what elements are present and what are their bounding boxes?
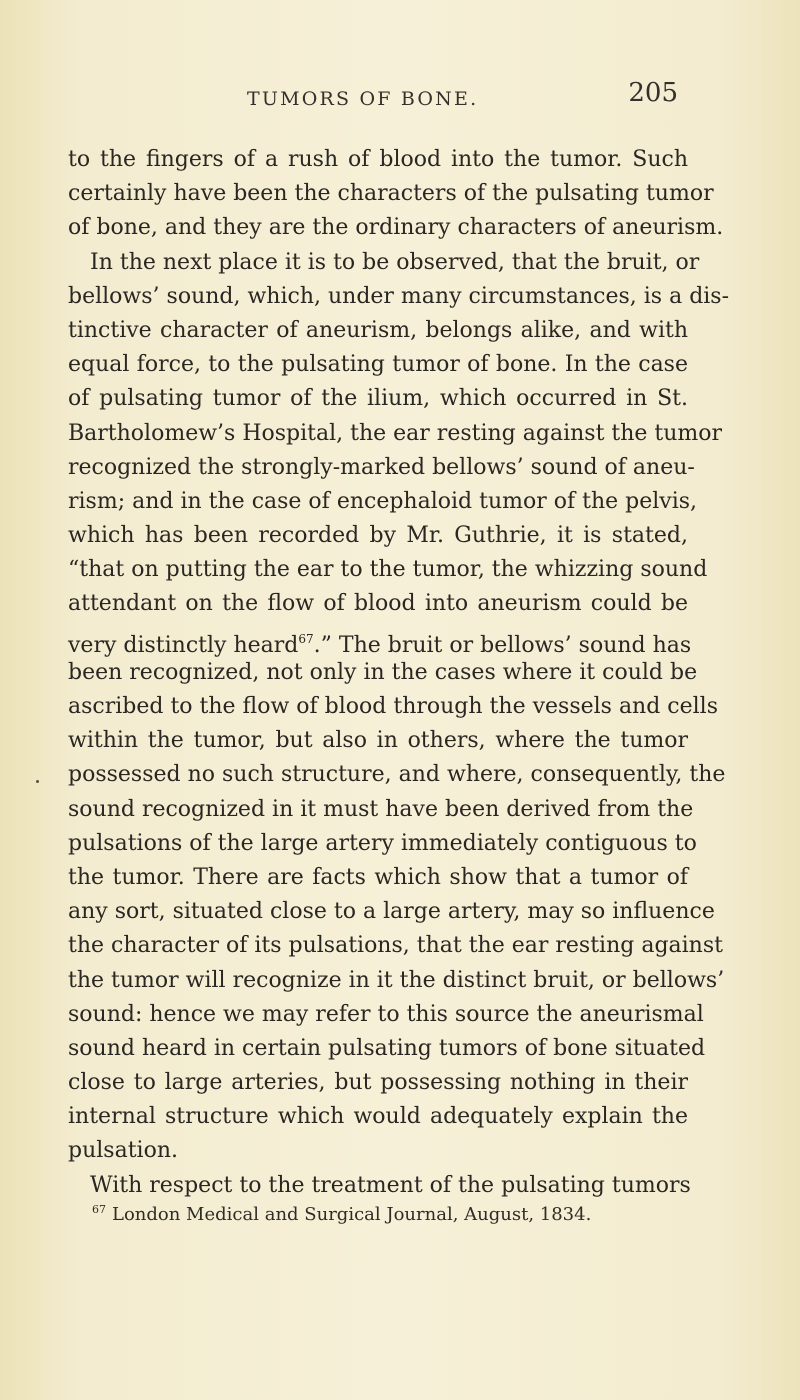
text-line: sound heard in certain pulsating tumors of bone situated [68, 1035, 706, 1061]
paper-speck [36, 780, 39, 783]
text-line: recognized the strongly-marked bellows’ sound of aneu- [68, 454, 695, 480]
footnote-text: London Medical and Surgical Journal, August, 1834. [112, 1204, 592, 1225]
text-line: bellows’ sound, which, under many circumstances, is a dis- [68, 283, 730, 309]
footnote-marker: 67 [92, 1203, 106, 1216]
text-line: the tumor. There are facts which show that a tumor of [68, 864, 688, 890]
text-line: sound: hence we may refer to this source the aneurismal [68, 1001, 704, 1027]
text-line: With respect to the treatment of the pulsating tumors [90, 1172, 691, 1198]
text-line: the tumor will recognize in it the distinct bruit, or bellows’ [68, 967, 725, 993]
text-line: attendant on the flow of blood into aneurism could be [68, 591, 688, 617]
footnote [92, 1203, 591, 1225]
body-text [68, 143, 730, 1203]
text-line: ascribed to the flow of blood through the vessels and cells [68, 694, 719, 719]
text-line [68, 622, 692, 658]
footnote-reference: 67 [298, 631, 314, 646]
text-line: been recognized, not only in the cases where it could be [68, 659, 698, 685]
text-line: close to large arteries, but possessing nothing in their [68, 1070, 688, 1096]
text-line: to the fingers of a rush of blood into the tumor. Such [68, 147, 688, 172]
text-line: Bartholomew’s Hospital, the ear resting against the tumor [68, 420, 723, 446]
text-line: pulsation. [68, 1138, 178, 1164]
text-line: within the tumor, but also in others, where the tumor [68, 728, 688, 754]
text-line: internal structure which would adequately explain the [68, 1104, 688, 1130]
running-head: TUMORS OF BONE. [247, 88, 479, 110]
text-line: pulsations of the large artery immediately contiguous to [68, 830, 697, 856]
text-line: sound recognized in it must have been derived from the [68, 796, 694, 822]
text-line: In the next place it is to be observed, that the bruit, or [90, 249, 700, 275]
text-line: the character of its pulsations, that the ear resting against [68, 933, 723, 959]
text-line: certainly have been the characters of the pulsating tumor [68, 181, 714, 207]
text-line: any sort, situated close to a large artery, may so influence [68, 899, 715, 925]
text-line-segment: very distinctly heard [68, 632, 299, 658]
text-line: equal force, to the pulsating tumor of bone. In the case [68, 352, 688, 378]
text-line: rism; and in the case of encephaloid tumor of the pelvis, [68, 488, 698, 514]
text-line: “that on putting the ear to the tumor, the whizzing sound [68, 557, 708, 583]
text-line-segment: .” The bruit or bellows’ sound has [313, 632, 692, 658]
page-header [0, 78, 800, 118]
text-line: of bone, and they are the ordinary characters of aneurism. [68, 215, 724, 241]
page-number: 205 [628, 78, 678, 108]
text-line: which has been recorded by Mr. Guthrie, it is stated, [68, 523, 688, 549]
text-line: of pulsating tumor of the ilium, which occurred in St. [68, 386, 688, 412]
text-line: tinctive character of aneurism, belongs alike, and with [68, 317, 688, 343]
text-line: possessed no such structure, and where, consequently, the [68, 762, 726, 788]
